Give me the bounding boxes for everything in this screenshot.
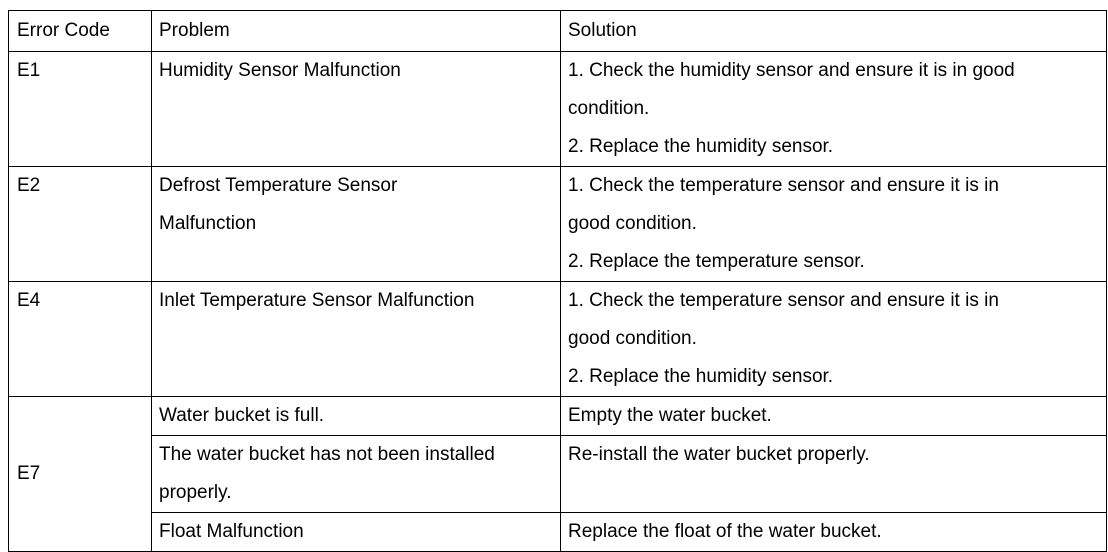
problem-line: The water bucket has not been installed	[159, 444, 495, 465]
error-code: E7	[17, 463, 41, 484]
problem-line: properly.	[159, 482, 232, 503]
problem-line: Humidity Sensor Malfunction	[159, 60, 401, 81]
solution-cell	[561, 282, 1107, 397]
solution-line: 2. Replace the humidity sensor.	[568, 366, 834, 387]
solution-cell	[561, 52, 1107, 167]
problem-line: Defrost Temperature Sensor	[159, 175, 398, 196]
header-problem: Problem	[152, 11, 561, 52]
header-solution: Solution	[561, 11, 1107, 52]
problem-line: Inlet Temperature Sensor Malfunction	[159, 290, 475, 311]
problem-cell	[152, 167, 561, 282]
table-row	[9, 282, 1107, 397]
solution-cell	[561, 167, 1107, 282]
problem-cell	[152, 397, 561, 436]
solution-line: Replace the float of the water bucket.	[568, 521, 882, 542]
solution-line: 1. Check the temperature sensor and ensure it is in	[568, 175, 999, 196]
error-code-table	[8, 10, 1107, 552]
solution-cell	[561, 436, 1107, 513]
error-code: E2	[17, 175, 41, 196]
table-row	[9, 52, 1107, 167]
solution-line: condition.	[568, 98, 650, 119]
problem-cell	[152, 52, 561, 167]
problem-line: Malfunction	[159, 213, 257, 234]
header-row	[9, 11, 1107, 52]
table-row	[9, 436, 1107, 513]
error-code-cell	[9, 282, 152, 397]
table-row	[9, 167, 1107, 282]
problem-line: Float Malfunction	[159, 521, 304, 542]
problem-cell	[152, 436, 561, 513]
error-code-cell	[9, 397, 152, 552]
table-row	[9, 397, 1107, 436]
solution-line: 1. Check the humidity sensor and ensure it is in good	[568, 60, 1015, 81]
solution-line: Empty the water bucket.	[568, 405, 772, 426]
header-error-code: Error Code	[9, 11, 152, 52]
error-code-cell	[9, 167, 152, 282]
solution-line: good condition.	[568, 213, 697, 234]
problem-line: Water bucket is full.	[159, 405, 325, 426]
solution-line: good condition.	[568, 328, 697, 349]
solution-cell	[561, 397, 1107, 436]
error-code: E1	[17, 60, 41, 81]
solution-line: 1. Check the temperature sensor and ensure it is in	[568, 290, 999, 311]
solution-line: 2. Replace the temperature sensor.	[568, 251, 865, 272]
error-code: E4	[17, 290, 41, 311]
solution-line: Re-install the water bucket properly.	[568, 444, 870, 465]
error-code-cell	[9, 52, 152, 167]
solution-line: 2. Replace the humidity sensor.	[568, 136, 834, 157]
problem-cell	[152, 282, 561, 397]
